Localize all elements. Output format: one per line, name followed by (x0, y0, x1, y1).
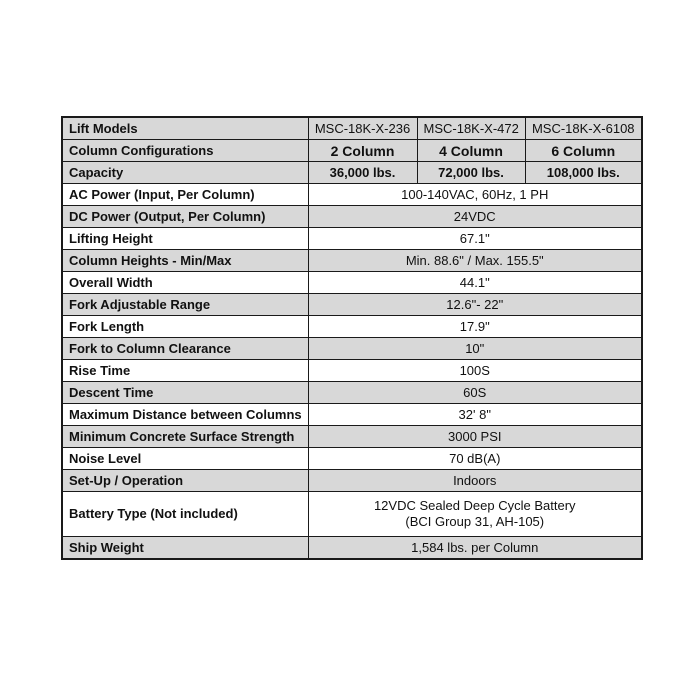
row-noise-level (62, 448, 642, 470)
row-value: 100-140VAC, 60Hz, 1 PH (308, 184, 642, 206)
row-value: 17.9" (308, 316, 642, 338)
row-setup-operation (62, 470, 642, 492)
row-value: 1,584 lbs. per Column (308, 537, 642, 560)
battery-line-1: 12VDC Sealed Deep Cycle Battery (373, 498, 576, 513)
capacity-value: 72,000 lbs. (417, 162, 525, 184)
row-value (308, 492, 642, 537)
row-label: Maximum Distance between Columns (62, 404, 308, 426)
row-value: 60S (308, 382, 642, 404)
row-capacity (62, 162, 642, 184)
row-rise-time (62, 360, 642, 382)
row-label: Ship Weight (62, 537, 308, 560)
row-label: Fork Adjustable Range (62, 294, 308, 316)
spec-table (61, 116, 643, 560)
row-max-distance (62, 404, 642, 426)
model-name: MSC-18K-X-236 (308, 117, 417, 140)
row-value: 100S (308, 360, 642, 382)
row-label: DC Power (Output, Per Column) (62, 206, 308, 228)
row-label: Minimum Concrete Surface Strength (62, 426, 308, 448)
row-label: Fork to Column Clearance (62, 338, 308, 360)
row-value: 24VDC (308, 206, 642, 228)
row-value: 44.1" (308, 272, 642, 294)
model-name: MSC-18K-X-6108 (525, 117, 642, 140)
battery-line-2: (BCI Group 31, AH-105) (405, 514, 545, 529)
row-value: 70 dB(A) (308, 448, 642, 470)
row-value: Min. 88.6" / Max. 155.5" (308, 250, 642, 272)
row-label: Battery Type (Not included) (62, 492, 308, 537)
row-label: Capacity (62, 162, 308, 184)
config-value: 2 Column (308, 140, 417, 162)
row-label: Fork Length (62, 316, 308, 338)
row-value: Indoors (308, 470, 642, 492)
row-label: Descent Time (62, 382, 308, 404)
capacity-value: 36,000 lbs. (308, 162, 417, 184)
row-overall-width (62, 272, 642, 294)
row-label: Noise Level (62, 448, 308, 470)
row-label: Set-Up / Operation (62, 470, 308, 492)
row-ac-power (62, 184, 642, 206)
row-fork-length (62, 316, 642, 338)
row-lift-models (62, 117, 642, 140)
config-value: 6 Column (525, 140, 642, 162)
row-label: Column Heights - Min/Max (62, 250, 308, 272)
row-value: 12.6"- 22" (308, 294, 642, 316)
row-descent-time (62, 382, 642, 404)
model-name: MSC-18K-X-472 (417, 117, 525, 140)
row-fork-adjustable-range (62, 294, 642, 316)
config-value: 4 Column (417, 140, 525, 162)
row-column-heights (62, 250, 642, 272)
row-fork-column-clearance (62, 338, 642, 360)
row-label: Lifting Height (62, 228, 308, 250)
row-label: Lift Models (62, 117, 308, 140)
row-lifting-height (62, 228, 642, 250)
row-value: 32' 8" (308, 404, 642, 426)
row-column-configurations (62, 140, 642, 162)
row-value: 3000 PSI (308, 426, 642, 448)
row-dc-power (62, 206, 642, 228)
row-concrete-strength (62, 426, 642, 448)
row-label: Rise Time (62, 360, 308, 382)
capacity-value: 108,000 lbs. (525, 162, 642, 184)
row-value: 67.1" (308, 228, 642, 250)
row-ship-weight (62, 537, 642, 560)
row-value: 10" (308, 338, 642, 360)
row-label: Column Configurations (62, 140, 308, 162)
row-label: AC Power (Input, Per Column) (62, 184, 308, 206)
row-battery-type (62, 492, 642, 537)
row-label: Overall Width (62, 272, 308, 294)
